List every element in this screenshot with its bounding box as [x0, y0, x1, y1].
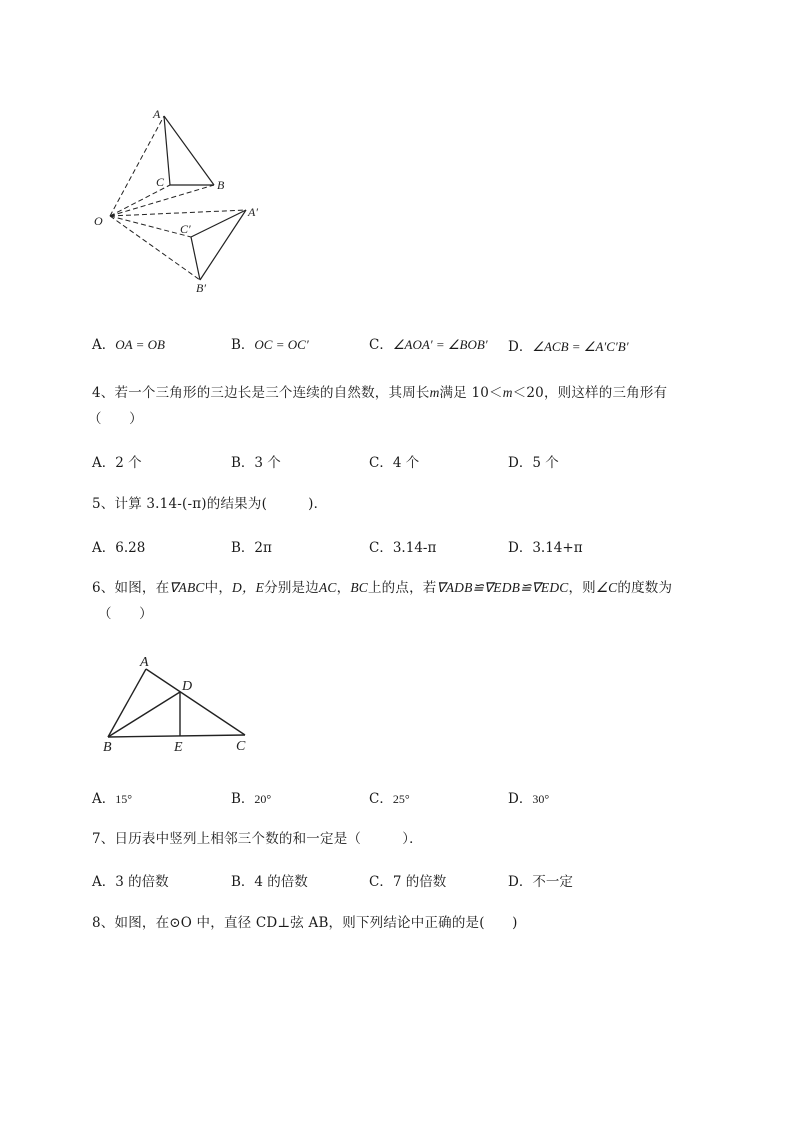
option-text: 4 的倍数 [254, 874, 308, 890]
option-letter: A． [92, 455, 116, 471]
option-letter: A． [92, 540, 116, 556]
option-text: 2π [254, 540, 272, 556]
q6-stem-text: ，则 [568, 580, 596, 596]
q3-label-a1: A′ [248, 205, 258, 219]
q6-label-a: A [140, 655, 149, 670]
q6-stem-text: 上的点，若 [367, 580, 437, 596]
option-text: OC = OC′ [254, 337, 309, 352]
q4-option-d[interactable] [508, 451, 559, 471]
option-letter: C． [369, 337, 393, 353]
q6-label-b: B [103, 740, 112, 755]
option-text: 25° [392, 792, 410, 806]
q6-congruence: ∇ADB≌∇EDB≌∇EDC [436, 580, 569, 595]
q3-seg-c1b1 [191, 237, 200, 280]
q5-option-a[interactable] [92, 536, 145, 556]
q6-stem-text: 6、如图，在 [92, 580, 170, 596]
q3-option-b[interactable] [231, 333, 309, 353]
q6-triangle: ∇ABC [169, 580, 205, 595]
q6-label-d: D [182, 679, 193, 694]
q4-option-c[interactable] [369, 451, 419, 471]
q6-points: D，E [232, 580, 265, 595]
q4-var: m [502, 385, 513, 400]
option-letter: A． [92, 791, 116, 807]
option-text: 3 个 [254, 455, 281, 471]
q6-label-c: C [236, 739, 246, 754]
q6-stem-text: 分别是边 [264, 580, 319, 596]
q5-option-c[interactable] [369, 536, 436, 556]
q3-dash-oc [110, 185, 170, 216]
q3-option-a[interactable] [92, 333, 165, 353]
q4-option-a[interactable] [92, 451, 142, 471]
option-letter: B． [231, 455, 255, 471]
option-letter: D． [508, 540, 533, 556]
option-text: OA = OB [115, 337, 165, 352]
q6-stem-text: ， [336, 580, 351, 596]
q5-stem: 5、计算 3.14-(-π)的结果为( )． [92, 496, 328, 512]
q3-option-d[interactable] [508, 335, 629, 355]
q3-option-c[interactable] [369, 333, 488, 353]
option-text: 4 个 [392, 455, 420, 471]
q5-option-b[interactable] [231, 536, 272, 556]
q3-seg-a1b1 [200, 210, 246, 280]
option-text: 20° [254, 792, 272, 806]
q5-option-d[interactable] [508, 536, 583, 556]
q3-seg-ac [164, 116, 170, 185]
q3-seg-ab [164, 116, 214, 185]
q6-option-d[interactable] [508, 787, 549, 807]
option-text: ∠ACB = ∠A′C′B′ [532, 339, 629, 354]
option-text: ∠AOA′ = ∠BOB′ [392, 337, 488, 352]
q6-seg-bd [108, 692, 180, 737]
q7-option-b[interactable] [231, 870, 308, 890]
q4-option-b[interactable] [231, 451, 281, 471]
option-letter: C． [369, 791, 393, 807]
option-text: 6.28 [115, 540, 146, 556]
q3-label-a: A [153, 107, 161, 121]
q3-label-c: C [156, 175, 165, 189]
option-letter: A． [92, 874, 116, 890]
q3-dash-oa [110, 116, 164, 216]
q6-figure [98, 650, 258, 760]
q6-side-ac: AC [318, 580, 337, 595]
q4-stem-text: 4、若一个三角形的三边长是三个连续的自然数，其周长 [92, 385, 430, 401]
option-letter: C． [369, 540, 393, 556]
q3-dash-oa1 [110, 210, 246, 216]
q4-stem-line1 [92, 381, 667, 401]
option-text: 3.14-π [392, 540, 437, 556]
q7-option-a[interactable] [92, 870, 169, 890]
q6-answer-bracket: （ ） [98, 606, 153, 622]
option-letter: A． [92, 337, 116, 353]
option-text: 15° [115, 792, 133, 806]
q4-var: m [429, 385, 440, 400]
q6-option-a[interactable] [92, 787, 132, 807]
q6-option-c[interactable] [369, 787, 410, 807]
q6-label-e: E [174, 740, 183, 755]
q6-stem-text: 的度数为 [617, 580, 673, 596]
option-text: 3.14+π [532, 540, 583, 556]
option-text: 30° [532, 792, 550, 806]
option-text: 7 的倍数 [392, 874, 447, 890]
option-text: 5 个 [532, 455, 559, 471]
option-text: 不一定 [532, 874, 573, 890]
option-letter: D． [508, 455, 533, 471]
q4-answer-bracket: （ ） [88, 411, 143, 427]
q4-stem-text: 满足 10＜ [439, 385, 503, 401]
option-letter: B． [231, 337, 255, 353]
option-letter: D． [508, 874, 533, 890]
option-text: 2 个 [115, 455, 142, 471]
q6-side-bc: BC [350, 580, 368, 595]
q3-label-o: O [94, 214, 103, 228]
q6-seg-bc [108, 735, 245, 737]
q3-label-b1: B′ [196, 281, 206, 295]
q6-seg-ac [146, 669, 245, 735]
q6-stem-text: 中， [204, 580, 233, 596]
q6-seg-ba [108, 669, 146, 737]
q6-stem-line1 [92, 576, 672, 596]
option-letter: B． [231, 791, 255, 807]
q4-stem-text: ＜20，则这样的三角形有 [512, 385, 668, 401]
option-letter: C． [369, 874, 393, 890]
option-letter: B． [231, 540, 255, 556]
q3-label-b: B [217, 178, 225, 192]
q7-stem: 7、日历表中竖列上相邻三个数的和一定是（ ）． [92, 831, 423, 847]
option-letter: D． [508, 791, 533, 807]
q3-label-c1: C′ [180, 222, 191, 236]
option-text: 3 的倍数 [115, 874, 169, 890]
q6-option-b[interactable] [231, 787, 271, 807]
q6-angle: ∠C [595, 580, 618, 595]
q7-option-c[interactable] [369, 870, 446, 890]
option-letter: B． [231, 874, 255, 890]
q8-stem: 8、如图，在⊙O 中，直径 CD⊥弦 AB，则下列结论中正确的是( ) [92, 915, 518, 931]
q7-option-d[interactable] [508, 870, 573, 890]
option-letter: C． [369, 455, 393, 471]
option-letter: D． [508, 339, 533, 355]
q3-figure [90, 100, 275, 300]
q3-dash-oc1 [110, 216, 191, 237]
